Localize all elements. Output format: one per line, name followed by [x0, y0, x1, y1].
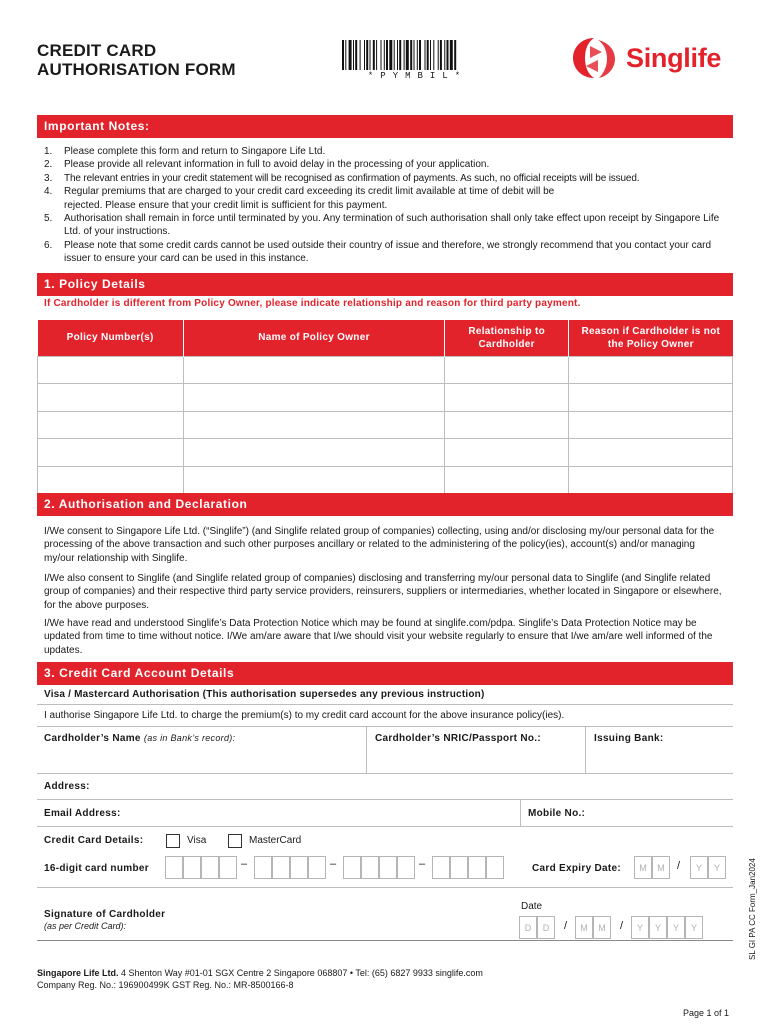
card-digit-box[interactable]	[272, 856, 290, 879]
card-details-label: Credit Card Details:	[44, 835, 144, 846]
card-digit-box[interactable]	[201, 856, 219, 879]
table-row	[38, 439, 733, 467]
signature-note: (as per Credit Card):	[44, 921, 127, 931]
card-digit-box[interactable]	[254, 856, 272, 879]
barcode-bar	[364, 40, 365, 70]
barcode	[342, 40, 493, 70]
date-label: Date	[521, 901, 543, 912]
card-digit-box[interactable]	[450, 856, 468, 879]
card-digit-box[interactable]	[290, 856, 308, 879]
barcode-bar	[417, 40, 418, 70]
barcode-bar	[345, 40, 346, 70]
table-row	[38, 411, 733, 439]
card-number-input	[165, 856, 475, 879]
note-item: 2. Please provide all relevant information in full to avoid delay in the processing of your application.	[44, 159, 490, 171]
consent-paragraph-2: I/We also consent to Singlife (and Singlife related group of companies) disclosing and transferring my/our personal data to Singlife (and Singlife related group of companies) and their respective third party service providers, reinsurers, suppliers or intermediaries, whether located in Singapore or elsewhere, for the above purposes.	[44, 573, 722, 611]
footer-company-line	[37, 968, 483, 978]
barcode-bar	[410, 40, 412, 70]
reason-cell[interactable]	[569, 439, 733, 467]
notes-list	[44, 145, 734, 266]
barcode-bar	[438, 40, 439, 70]
policy-number-cell[interactable]	[38, 356, 184, 384]
policy-owner-cell[interactable]	[183, 466, 444, 494]
title-line-2: AUTHORISATION FORM	[37, 60, 236, 79]
expiry-slash: /	[677, 860, 681, 872]
barcode-bar	[386, 40, 388, 70]
policy-number-cell[interactable]	[38, 466, 184, 494]
mobile-field[interactable]	[596, 804, 730, 824]
barcode-bar	[444, 40, 445, 70]
authorisation-heading: 2. Authorisation and Declaration	[37, 493, 733, 516]
authorise-statement: I authorise Singapore Life Ltd. to charge the premium(s) to my credit card account for the above insurance policy(ies).	[44, 710, 565, 721]
third-party-note: If Cardholder is different from Policy Owner, please indicate relationship and reason for third party payment.	[44, 298, 581, 309]
barcode-bar	[427, 40, 429, 70]
nric-field[interactable]	[373, 746, 579, 770]
cardholder-name-label: Cardholder’s Name (as in Bank’s record):	[44, 733, 236, 744]
date-month-digit[interactable]: M	[575, 916, 593, 939]
expiry-year-digit[interactable]: Y	[708, 856, 726, 879]
reason-cell[interactable]	[569, 384, 733, 412]
card-digit-box[interactable]	[361, 856, 379, 879]
barcode-bar	[360, 40, 361, 70]
footer-address: 4 Shenton Way #01-01 SGX Centre 2 Singapore 068807 • Tel: (65) 6827 9933 singlife.com	[121, 968, 483, 978]
relationship-cell[interactable]	[445, 439, 569, 467]
relationship-cell[interactable]	[445, 411, 569, 439]
form-title	[37, 41, 236, 79]
barcode-bar	[433, 40, 434, 70]
note-item: 6. Please note that some credit cards cannot be used outside their country of issue and therefore, we strongly recommend that you contact your card issuer to ensure your card can be used in this instance.	[44, 239, 712, 265]
barcode-bar	[349, 40, 352, 70]
card-number-label: 16-digit card number	[44, 863, 149, 874]
barcode-bar	[419, 40, 421, 70]
policy-number-cell[interactable]	[38, 439, 184, 467]
table-row	[38, 356, 733, 384]
card-digit-box[interactable]	[468, 856, 486, 879]
date-year-digit[interactable]: Y	[667, 916, 685, 939]
footer-company: Singapore Life Ltd.	[37, 968, 119, 978]
col-relationship: Relationship to Cardholder	[445, 320, 569, 356]
card-digit-box[interactable]	[343, 856, 361, 879]
barcode-bar	[430, 40, 431, 70]
date-year-digit[interactable]: Y	[649, 916, 667, 939]
policy-number-cell[interactable]	[38, 411, 184, 439]
barcode-text: *PYMBIL*	[367, 71, 468, 81]
col-policy-owner: Name of Policy Owner	[183, 320, 444, 356]
divider	[37, 773, 733, 774]
reason-cell[interactable]	[569, 356, 733, 384]
policy-details-heading: 1. Policy Details	[37, 273, 733, 296]
visa-mastercard-heading: Visa / Mastercard Authorisation (This authorisation supersedes any previous instruction)	[44, 689, 485, 700]
address-field[interactable]	[100, 778, 728, 798]
card-number-dash: –	[330, 858, 337, 870]
barcode-bar	[370, 40, 371, 70]
relationship-cell[interactable]	[445, 384, 569, 412]
consent-paragraph-1: I/We consent to Singapore Life Ltd. (“Singlife”) (and Singlife related group of companies) collecting, using and/or disclosing my/our personal data for the processing of the above transaction and such other purposes ancillary or related to the administering of the policy(ies), account(s) and/or managing my/our relationship with Singlife.	[44, 526, 715, 564]
barcode-bar	[373, 40, 375, 70]
mastercard-checkbox[interactable]	[228, 834, 242, 848]
title-line-1: CREDIT CARD	[37, 41, 157, 60]
col-policy-number: Policy Number(s)	[38, 320, 184, 356]
issuing-bank-label: Issuing Bank:	[594, 733, 664, 744]
policy-owner-cell[interactable]	[183, 439, 444, 467]
divider	[37, 799, 733, 800]
note-item: 4. Regular premiums that are charged to your credit card exceeding its credit limit available at time of debit will be rejected. Please ensure that your credit limit is sufficient for this payment.	[44, 186, 555, 211]
card-digit-box[interactable]	[379, 856, 397, 879]
divider	[37, 887, 733, 888]
date-slash: /	[564, 920, 568, 932]
barcode-bar	[353, 40, 354, 70]
date-month-digit[interactable]: M	[593, 916, 611, 939]
table-row	[38, 384, 733, 412]
divider	[585, 726, 586, 773]
relationship-cell[interactable]	[445, 466, 569, 494]
email-label: Email Address:	[44, 808, 121, 819]
footer-registration: Company Reg. No.: 196900499K GST Reg. No.: MR-8500166-8	[37, 980, 294, 990]
barcode-bar	[450, 40, 453, 70]
barcode-bar	[376, 40, 377, 70]
visa-label: Visa	[187, 835, 207, 846]
barcode-bar	[440, 40, 442, 70]
barcode-bar	[384, 40, 385, 70]
barcode-bar	[447, 40, 449, 70]
divider	[37, 704, 733, 705]
relationship-cell[interactable]	[445, 356, 569, 384]
divider	[37, 726, 733, 727]
note-item: 3. The relevant entries in your credit statement will be recognised as confirmation of payments. As such, no official receipts will be issued.	[44, 172, 640, 184]
note-item: 5. Authorisation shall remain in force until terminated by you. Any termination of such authorisation shall only take effect upon receipt by Singapore Life Ltd. of your instructions.	[44, 213, 720, 238]
divider	[37, 826, 733, 827]
note-item: 1. Please complete this form and return to Singapore Life Ltd.	[44, 146, 326, 157]
barcode-bar	[394, 40, 395, 70]
date-day-digit[interactable]: D	[519, 916, 537, 939]
barcode-bar	[355, 40, 357, 70]
col-reason: Reason if Cardholder is not the Policy Owner	[569, 320, 733, 356]
expiry-month-digit[interactable]: M	[652, 856, 670, 879]
date-year-digit[interactable]: Y	[685, 916, 703, 939]
policy-number-cell[interactable]	[38, 384, 184, 412]
mastercard-label: MasterCard	[249, 835, 302, 846]
nric-label: Cardholder’s NRIC/Passport No.:	[375, 733, 541, 744]
barcode-bar	[366, 40, 368, 70]
card-number-dash: –	[241, 858, 248, 870]
policy-owner-cell[interactable]	[183, 384, 444, 412]
brand-name: Singlife	[626, 43, 722, 73]
barcode-bar	[406, 40, 409, 70]
form-code: SL GI PA CC Form_Jan2024	[748, 858, 757, 960]
barcode-bar	[342, 40, 344, 70]
table-row	[38, 466, 733, 494]
card-details-heading: 3. Credit Card Account Details	[37, 662, 733, 685]
expiry-year-digit[interactable]: Y	[690, 856, 708, 879]
card-digit-box[interactable]	[486, 856, 504, 879]
policy-owner-cell[interactable]	[183, 411, 444, 439]
reason-cell[interactable]	[569, 466, 733, 494]
important-notes-heading: Important Notes:	[37, 115, 733, 138]
divider	[520, 799, 521, 826]
barcode-bar	[404, 40, 405, 70]
barcode-bar	[399, 40, 401, 70]
expiry-month-digit[interactable]: M	[634, 856, 652, 879]
date-day-digit[interactable]: D	[537, 916, 555, 939]
barcode-bar	[397, 40, 398, 70]
barcode-bar	[381, 40, 382, 70]
barcode-bar	[414, 40, 415, 70]
date-slash: /	[620, 920, 624, 932]
signature-field[interactable]	[180, 892, 500, 937]
reason-cell[interactable]	[569, 411, 733, 439]
page-number: Page 1 of 1	[683, 1008, 730, 1018]
signature-label: Signature of Cardholder	[44, 909, 166, 920]
card-digit-box[interactable]	[183, 856, 201, 879]
email-field[interactable]	[130, 804, 515, 824]
divider	[366, 726, 367, 773]
card-number-dash: –	[419, 858, 426, 870]
policy-table	[37, 320, 733, 494]
issuing-bank-field[interactable]	[592, 746, 730, 770]
card-digit-box[interactable]	[219, 856, 237, 879]
barcode-bar	[389, 40, 392, 70]
divider	[37, 940, 733, 941]
policy-owner-cell[interactable]	[183, 356, 444, 384]
pdpa-paragraph: I/We have read and understood Singlife’s Data Protection Notice which may be found at singlife.com/pdpa. Singlife’s Data Protection Notice may be updated from time to time without notice. I/We am/are aware that I/we should visit your website regularly to ensure that I/we am/are well informed of the updates.	[44, 618, 713, 656]
card-digit-box[interactable]	[432, 856, 450, 879]
barcode-bar	[425, 40, 426, 70]
card-digit-box[interactable]	[397, 856, 415, 879]
card-digit-box[interactable]	[308, 856, 326, 879]
cardholder-name-field[interactable]	[44, 746, 360, 770]
singlife-logo-icon	[568, 34, 620, 82]
expiry-label: Card Expiry Date:	[532, 863, 622, 874]
mobile-label: Mobile No.:	[528, 808, 586, 819]
date-year-digit[interactable]: Y	[631, 916, 649, 939]
visa-checkbox[interactable]	[166, 834, 180, 848]
barcode-bar	[454, 40, 456, 70]
address-label: Address:	[44, 781, 90, 792]
card-digit-box[interactable]	[165, 856, 183, 879]
